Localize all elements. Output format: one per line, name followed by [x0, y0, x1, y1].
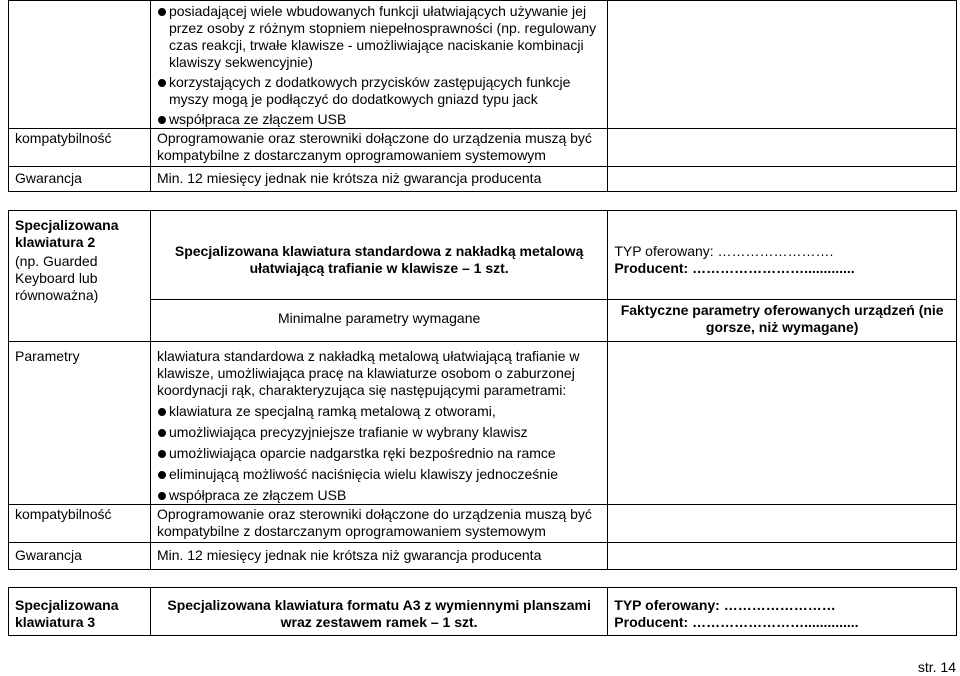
list-item: umożliwiająca oparcie nadgarstka ręki bezpośrednio na ramce	[157, 445, 601, 462]
product-name-line1: Specjalizowana	[15, 217, 119, 233]
empty-value-cell	[608, 543, 957, 570]
empty-value-cell	[608, 167, 957, 192]
product-name-cell	[9, 211, 151, 342]
list-item: posiadającej wiele wbudowanych funkcji ułatwiających używanie jej przez osoby z różnym stopniem niepełnosprawności (np. regulowany czas reakcji, trwałe klawisze - umożliwiające naciskanie kombinacji klawiszy sekwencyjnie)	[157, 3, 602, 71]
product-name-cell	[9, 588, 151, 636]
bullets-cell	[150, 1, 608, 129]
min-params-header: Minimalne parametry wymagane	[150, 300, 607, 342]
compat-label: kompatybilność	[9, 129, 151, 167]
product-name-line2: klawiatura 3	[15, 614, 96, 630]
list-item: eliminującą możliwość naciśnięcia wielu klawiszy jednocześnie	[157, 466, 601, 483]
list-item: współpraca ze złączem USB	[157, 111, 602, 128]
product-name-line1: Specjalizowana	[15, 597, 119, 613]
spec-table-section-1	[8, 0, 957, 192]
list-item: umożliwiająca precyzyjniejsze trafianie w wybrany klawisz	[157, 424, 601, 441]
spec-table-section-2	[8, 210, 957, 570]
list-item: współpraca ze złączem USB	[157, 487, 601, 504]
feature-list	[157, 3, 602, 128]
warranty-label: Gwarancja	[9, 543, 151, 570]
empty-value-cell	[608, 505, 957, 543]
producent-field: Producent: …………………….............	[614, 260, 855, 276]
empty-value-cell	[608, 129, 957, 167]
list-item: korzystających z dodatkowych przycisków zastępujących funkcje myszy mogą je podłączyć do dodatkowych gniazd typu jack	[157, 74, 602, 108]
product-name-line2: klawiatura 2	[15, 234, 96, 250]
product-title: Specjalizowana klawiatura standardowa z nakładką metalową ułatwiającą trafianie w klawisze – 1 szt.	[150, 211, 607, 300]
typ-field: TYP oferowany: ……………………	[614, 597, 836, 613]
warranty-text: Min. 12 miesięcy jednak nie krótsza niż gwarancja producenta	[150, 543, 607, 570]
page-number: str. 14	[917, 659, 956, 675]
offer-cell	[608, 211, 957, 300]
compat-label: kompatybilność	[9, 505, 151, 543]
product-title: Specjalizowana klawiatura formatu A3 z wymiennymi planszami wraz zestawem ramek – 1 szt.	[150, 588, 607, 636]
empty-value-cell	[608, 1, 957, 129]
params-cell	[150, 342, 607, 505]
compat-text: Oprogramowanie oraz sterowniki dołączone do urządzenia muszą być kompatybilne z dostarczanym oprogramowaniem systemowym	[150, 505, 607, 543]
warranty-label: Gwarancja	[9, 167, 151, 192]
params-label: Parametry	[9, 342, 151, 505]
product-note: (np. Guarded Keyboard lub równoważna)	[15, 253, 99, 303]
params-list	[157, 403, 601, 504]
list-item: klawiatura ze specjalną ramką metalową z otworami,	[157, 403, 601, 420]
producent-field: Producent: ……………………..............	[614, 614, 859, 630]
spec-table-section-3	[8, 587, 957, 636]
compat-text: Oprogramowanie oraz sterowniki dołączone do urządzenia muszą być kompatybilne z dostarczanym oprogramowaniem systemowym	[150, 129, 608, 167]
actual-params-header: Faktyczne parametry oferowanych urządzeń (nie gorsze, niż wymagane)	[608, 300, 957, 342]
offer-cell	[608, 588, 957, 636]
empty-label-cell	[9, 1, 151, 129]
typ-field: TYP oferowany: …………………….	[614, 243, 834, 259]
empty-value-cell	[608, 342, 957, 505]
params-intro: klawiatura standardowa z nakładką metalową ułatwiającą trafianie w klawisze, umożliwiająca pracę na klawiaturze osobom o zaburzonej koordynacji rąk, charakteryzująca się następującymi parametrami:	[156, 348, 580, 398]
warranty-text: Min. 12 miesięcy jednak nie krótsza niż gwarancja producenta	[150, 167, 608, 192]
